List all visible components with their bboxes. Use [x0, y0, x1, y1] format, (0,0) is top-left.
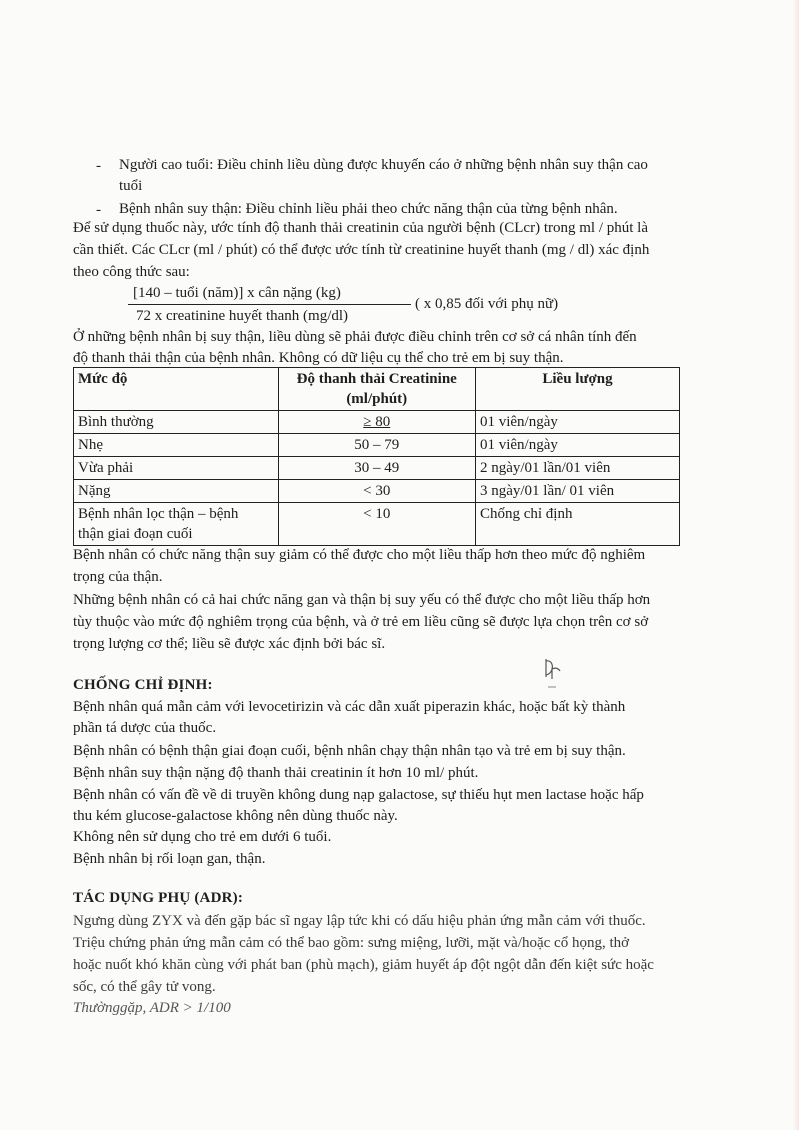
bullet-renal: Bệnh nhân suy thận: Điều chỉnh liều phải theo chức năng thận của từng bệnh nhân. — [119, 201, 618, 217]
after-table-line-4: tùy thuộc vào mức độ nghiêm trọng của bệnh, và ở trẻ em liều cũng sẽ được lựa chọn trên cơ sở — [73, 614, 649, 630]
table-header-row — [74, 368, 680, 411]
intro-line-1: Để sử dụng thuốc này, ước tính độ thanh thải creatinin của người bệnh (CLcr) trong ml / phút là — [73, 220, 648, 236]
table-row — [74, 434, 680, 457]
adr-frequency-label: Thườnggặp, ADR > 1/100 — [73, 1000, 231, 1016]
contra-line-7: Không nên sử dụng cho trẻ em dưới 6 tuổi. — [73, 829, 332, 845]
scan-edge-shadow — [793, 0, 799, 1130]
cell-dose: Chống chỉ định — [475, 503, 679, 546]
after-table-line-1: Bệnh nhân có chức năng thận suy giảm có thể được cho một liều thấp hơn theo mức độ nghiêm — [73, 547, 646, 563]
cell-clearance: ≥ 80 — [278, 411, 475, 434]
header-level: Mức độ — [74, 368, 279, 411]
renal-dosage-table — [73, 367, 680, 546]
contra-line-2: phần tá dược của thuốc. — [73, 720, 217, 736]
formula-female-note: ( x 0,85 đối với phụ nữ) — [415, 296, 559, 312]
cell-clearance: 50 – 79 — [278, 434, 475, 457]
table-row — [74, 457, 680, 480]
contra-line-3: Bệnh nhân có bệnh thận giai đoạn cuối, bệnh nhân chạy thận nhân tạo và trẻ em bị suy thận. — [73, 743, 626, 759]
intro-line-2: cần thiết. Các CLcr (ml / phút) có thể được ước tính từ creatinine huyết thanh (mg / dl) xác định — [73, 242, 650, 258]
handwritten-initial-icon — [540, 655, 564, 691]
after-table-line-3: Những bệnh nhân có cả hai chức năng gan và thận bị suy yếu có thể được cho một liều thấp hơn — [73, 592, 651, 608]
contraindications-heading: CHỐNG CHỈ ĐỊNH: — [73, 677, 213, 693]
formula-denominator: 72 x creatinine huyết thanh (mg/dl) — [136, 308, 349, 324]
contra-line-4: Bệnh nhân suy thận nặng độ thanh thải creatinin ít hơn 10 ml/ phút. — [73, 765, 479, 781]
formula-fraction-bar — [128, 304, 411, 305]
contra-line-6: thu kém glucose-galactose không nên dùng thuốc này. — [73, 808, 398, 824]
cell-level: Bình thường — [74, 411, 279, 434]
intro-line-3: theo công thức sau: — [73, 264, 190, 280]
cell-level: Nhẹ — [74, 434, 279, 457]
contra-line-5: Bệnh nhân có vấn đề về di truyền không dung nạp galactose, sự thiếu hụt men lactase hoặc hấp — [73, 787, 644, 803]
table-row — [74, 503, 680, 546]
cell-dose: 01 viên/ngày — [475, 434, 679, 457]
table-row — [74, 411, 680, 434]
adr-line-3: hoặc nuốt khó khăn cùng với phát ban (phù mạch), giảm huyết áp đột ngột dẫn đến kiệt sức hoặc — [73, 957, 654, 973]
cell-dose: 2 ngày/01 lần/01 viên — [475, 457, 679, 480]
adr-line-4: sốc, có thể gây tử vong. — [73, 979, 216, 995]
renal-intro-line-1: Ở những bệnh nhân bị suy thận, liều dùng sẽ phải được điều chỉnh trên cơ sở cá nhân tính đến — [73, 329, 637, 345]
bullet-dash: - — [96, 158, 101, 174]
after-table-line-2: trọng của thận. — [73, 569, 163, 585]
formula-numerator: [140 – tuổi (năm)] x cân nặng (kg) — [133, 285, 341, 301]
bullet-dash: - — [96, 202, 101, 218]
cell-dose: 3 ngày/01 lần/ 01 viên — [475, 480, 679, 503]
adr-line-1: Ngưng dùng ZYX và đến gặp bác sĩ ngay lập tức khi có dấu hiệu phản ứng mẫn cảm với thuốc. — [73, 913, 646, 929]
adr-line-2: Triệu chứng phản ứng mẫn cảm có thể bao gồm: sưng miệng, lưỡi, mặt và/hoặc cổ họng, thở — [73, 935, 630, 951]
cell-clearance: < 10 — [278, 503, 475, 546]
renal-intro-line-2: độ thanh thải thận của bệnh nhân. Không có dữ liệu cụ thể cho trẻ em bị suy thận. — [73, 350, 564, 366]
adr-heading: TÁC DỤNG PHỤ (ADR): — [73, 890, 244, 906]
cell-level: Vừa phải — [74, 457, 279, 480]
cell-level: Nặng — [74, 480, 279, 503]
contra-line-8: Bệnh nhân bị rối loạn gan, thận. — [73, 851, 266, 867]
cell-dose: 01 viên/ngày — [475, 411, 679, 434]
header-clearance: Độ thanh thải Creatinine (ml/phút) — [278, 368, 475, 411]
table-row — [74, 480, 680, 503]
bullet-elderly: Người cao tuổi: Điều chỉnh liều dùng được khuyến cáo ở những bệnh nhân suy thận cao — [119, 157, 648, 173]
cell-clearance: < 30 — [278, 480, 475, 503]
header-dose: Liều lượng — [475, 368, 679, 411]
bullet-elderly-cont: tuổi — [119, 178, 143, 194]
cell-clearance: 30 – 49 — [278, 457, 475, 480]
contra-line-1: Bệnh nhân quá mẫn cảm với levocetirizin và các dẫn xuất piperazin khác, hoặc bất kỳ thành — [73, 699, 626, 715]
cell-level: Bệnh nhân lọc thận – bệnh thận giai đoạn cuối — [74, 503, 279, 546]
after-table-line-5: trọng lượng cơ thể; liều sẽ được xác định bởi bác sĩ. — [73, 636, 386, 652]
